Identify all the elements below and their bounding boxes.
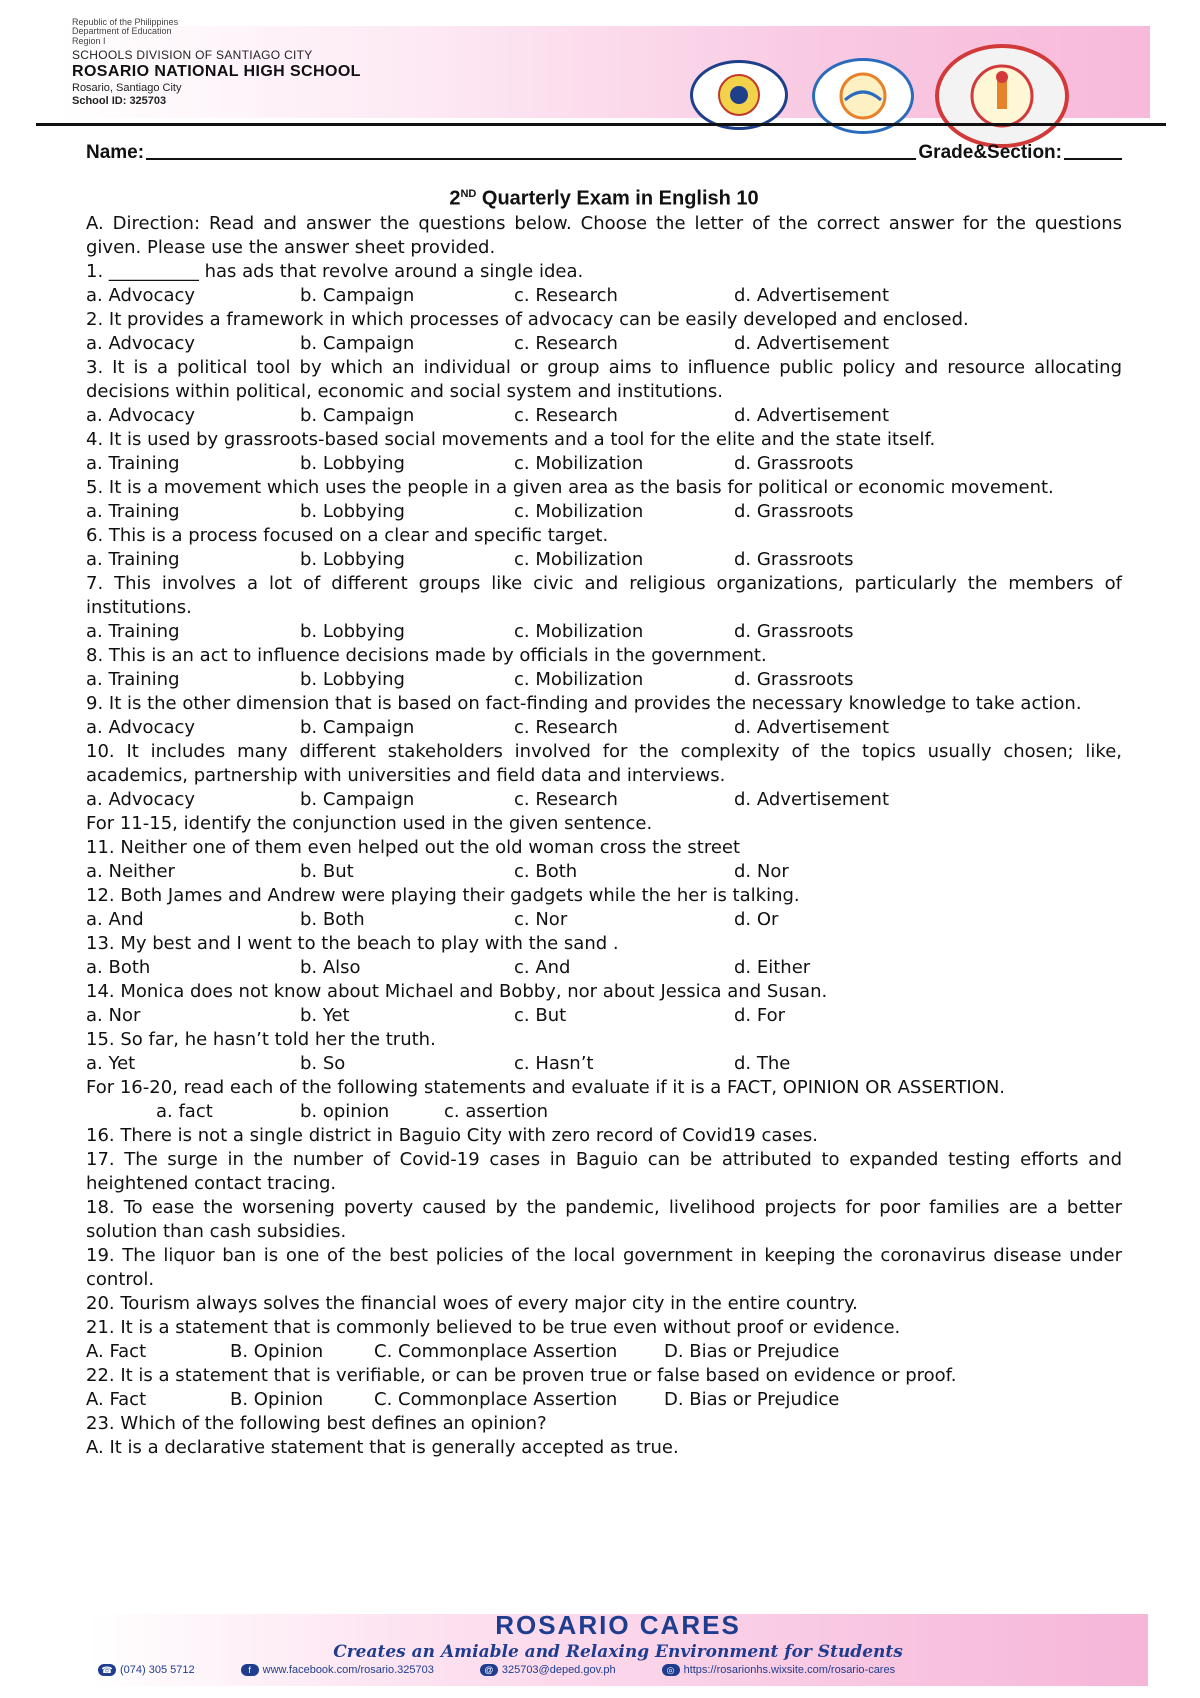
footer (88, 1606, 1148, 1686)
question-text: 12. Both James and Andrew were playing their gadgets while the her is talking. (86, 884, 800, 906)
choice-option: d. Grassroots (734, 620, 854, 642)
choice-option: d. Grassroots (734, 500, 854, 522)
choice-option: a. Training (86, 668, 180, 690)
section3-options (86, 1100, 1122, 1124)
choice-option: D. Bias or Prejudice (664, 1340, 840, 1362)
choice-option: a. Advocacy (86, 332, 196, 354)
statement-item: 17. The surge in the number of Covid-19 cases in Baguio can be attributed to expanded testing efforts and heightened contact tracing. (86, 1148, 1122, 1194)
choice-option: c. Mobilization (514, 548, 644, 570)
choice-option: a. Yet (86, 1052, 136, 1074)
choice-row (86, 500, 1122, 524)
choice-option: a. Advocacy (86, 284, 196, 306)
choice-option: c. Research (514, 716, 618, 738)
choice-option: a. Nor (86, 1004, 141, 1026)
choice-row (86, 668, 1122, 692)
choice-option: a. Neither (86, 860, 175, 882)
choice-row (86, 908, 1122, 932)
department-line: Department of Education (72, 26, 172, 37)
question-text: 23. Which of the following best defines an opinion? (86, 1412, 547, 1434)
choice-row (86, 788, 1122, 812)
school-name: ROSARIO NATIONAL HIGH SCHOOL (72, 62, 361, 80)
statement-item: 20. Tourism always solves the financial woes of every major city in the entire country. (86, 1292, 858, 1314)
choice-option: d. Either (734, 956, 811, 978)
choice-option: b. Lobbying (300, 620, 405, 642)
choice-row (86, 1340, 1122, 1364)
choice-option: b. Lobbying (300, 668, 405, 690)
choice-row (86, 404, 1122, 428)
choice-option: a. Advocacy (86, 404, 196, 426)
choice-option: c. Research (514, 788, 618, 810)
question-text: 8. This is an act to influence decisions made by officials in the government. (86, 644, 767, 666)
choice-option: a. Training (86, 500, 180, 522)
choice-option: b. Lobbying (300, 500, 405, 522)
direction-text: A. Direction: Read and answer the questions below. Choose the letter of the correct answer for the questions given. Please use the answer sheet provided. (86, 212, 1122, 258)
choice-option: d. Grassroots (734, 668, 854, 690)
choice-option: c. Hasn’t (514, 1052, 594, 1074)
choice-option: d. Or (734, 908, 779, 930)
region-line: Region I (72, 35, 106, 46)
choice-option: d. Advertisement (734, 332, 890, 354)
choice-option: A. Fact (86, 1388, 147, 1410)
phone-icon: ☎ (98, 1664, 116, 1676)
choice-option: b. Campaign (300, 788, 415, 810)
school-address: Rosario, Santiago City (72, 81, 182, 94)
footer-website[interactable]: ◎ https://rosarionhs.wixsite.com/rosario-cares (662, 1664, 896, 1676)
choice-option: c. Mobilization (514, 500, 644, 522)
choice-row (86, 1004, 1122, 1028)
choice-option: a. Advocacy (86, 716, 196, 738)
choice-option: c. But (514, 1004, 567, 1026)
grade-section-blank[interactable] (1064, 158, 1122, 160)
question-text: 13. My best and I went to the beach to play with the sand . (86, 932, 619, 954)
choice-option: c. Mobilization (514, 668, 644, 690)
choice-row (86, 1388, 1122, 1412)
option-fact: a. fact (156, 1100, 213, 1122)
choice-row (86, 332, 1122, 356)
choice-option: b. Lobbying (300, 548, 405, 570)
globe-icon: ◎ (662, 1664, 680, 1676)
choice-option: c. Both (514, 860, 578, 882)
footer-email[interactable]: @ 325703@deped.gov.ph (480, 1664, 616, 1676)
facebook-icon: f (241, 1664, 259, 1676)
choice-option: C. Commonplace Assertion (374, 1388, 618, 1410)
choice-option: A. Fact (86, 1340, 147, 1362)
section3-instruction: For 16-20, read each of the following statements and evaluate if it is a FACT, OPINION OR ASSERTION. (86, 1076, 1006, 1098)
question-text: 22. It is a statement that is verifiable, or can be proven true or false based on evidence or proof. (86, 1364, 957, 1386)
question-text: 9. It is the other dimension that is based on fact-finding and provides the necessary knowledge to take action. (86, 692, 1082, 714)
section3-items (86, 1124, 1122, 1316)
choice-option: d. Advertisement (734, 404, 890, 426)
choice-option: d. Advertisement (734, 788, 890, 810)
choice-option: C. Commonplace Assertion (374, 1340, 618, 1362)
choice-option: b. But (300, 860, 354, 882)
choice-option: D. Bias or Prejudice (664, 1388, 840, 1410)
choice-option: c. Research (514, 404, 618, 426)
choice-option: b. Both (300, 908, 365, 930)
question-text: 2. It provides a framework in which processes of advocacy can be easily developed and enclosed. (86, 308, 969, 330)
email-icon: @ (480, 1664, 498, 1676)
name-blank[interactable] (146, 158, 916, 160)
choice-option: c. Research (514, 284, 618, 306)
question-text: 15. So far, he hasn’t told her the truth. (86, 1028, 436, 1050)
question-text: 6. This is a process focused on a clear and specific target. (86, 524, 609, 546)
footer-slogan: Creates an Amiable and Relaxing Environment for Students (333, 1642, 903, 1662)
choice-option: a. Both (86, 956, 151, 978)
footer-title: ROSARIO CARES (495, 1610, 741, 1640)
choice-option: b. So (300, 1052, 346, 1074)
exam-content (86, 133, 1122, 1460)
choice-option: a. Advocacy (86, 788, 196, 810)
question-text: A. It is a declarative statement that is generally accepted as true. (86, 1436, 679, 1458)
republic-line: Republic of the Philippines (72, 17, 179, 27)
choice-option: d. Nor (734, 860, 789, 882)
choice-row (86, 452, 1122, 476)
footer-facebook[interactable]: f www.facebook.com/rosario.325703 (241, 1664, 434, 1676)
section4-items (86, 1316, 1122, 1460)
choice-row (86, 860, 1122, 884)
question-text: 10. It includes many different stakeholders involved for the complexity of the topics usually chosen; like, academics, partnership with universities and field data and interviews. (86, 740, 1122, 786)
exam-title: 2ND Quarterly Exam in English 10 (449, 187, 759, 210)
choice-option: b. Yet (300, 1004, 350, 1026)
letterhead-text (72, 18, 361, 108)
question-list (86, 260, 1122, 1076)
choice-option: d. Grassroots (734, 452, 854, 474)
question-text: 7. This involves a lot of different groups like civic and religious organizations, particularly the members of institutions. (86, 572, 1122, 618)
school-id: School ID: 325703 (72, 95, 167, 108)
statement-item: 18. To ease the worsening poverty caused by the pandemic, livelihood projects for poor families are a better solution than cash subsidies. (86, 1196, 1122, 1242)
choice-option: d. The (734, 1052, 791, 1074)
choice-row (86, 548, 1122, 572)
choice-option: B. Opinion (230, 1388, 324, 1410)
choice-option: a. Training (86, 548, 180, 570)
deped-seal-logo (690, 60, 788, 130)
question-text: 14. Monica does not know about Michael and Bobby, nor about Jessica and Susan. (86, 980, 828, 1002)
choice-option: c. Mobilization (514, 452, 644, 474)
choice-option: d. For (734, 1004, 785, 1026)
choice-option: B. Opinion (230, 1340, 324, 1362)
division-line: SCHOOLS DIVISION OF SANTIAGO CITY (72, 48, 313, 63)
choice-option: d. Grassroots (734, 548, 854, 570)
header-divider (36, 123, 1166, 126)
choice-option: c. Research (514, 332, 618, 354)
choice-option: d. Advertisement (734, 284, 890, 306)
choice-option: c. And (514, 956, 571, 978)
question-text: 4. It is used by grassroots-based social movements and a tool for the elite and the state itself. (86, 428, 936, 450)
choice-option: c. Nor (514, 908, 568, 930)
choice-option: b. Also (300, 956, 361, 978)
choice-option: a. And (86, 908, 144, 930)
section-instruction: For 11-15, identify the conjunction used in the given sentence. (86, 812, 653, 834)
option-assertion: c. assertion (444, 1100, 549, 1122)
statement-item: 19. The liquor ban is one of the best policies of the local government in keeping the coronavirus disease under control. (86, 1244, 1122, 1290)
choice-row (86, 956, 1122, 980)
letterhead (60, 18, 1150, 118)
choice-option: b. Campaign (300, 332, 415, 354)
choice-row (86, 716, 1122, 740)
choice-option: c. Mobilization (514, 620, 644, 642)
choice-option: b. Campaign (300, 716, 415, 738)
grade-section-label: Grade&Section: (918, 142, 1062, 163)
question-text: 21. It is a statement that is commonly believed to be true even without proof or evidence. (86, 1316, 901, 1338)
choice-option: d. Advertisement (734, 716, 890, 738)
choice-row (86, 284, 1122, 308)
question-text: 5. It is a movement which uses the people in a given area as the basis for political or economic movement. (86, 476, 1054, 498)
footer-contacts (98, 1664, 1148, 1676)
choice-option: b. Campaign (300, 404, 415, 426)
footer-phone: ☎ (074) 305 5712 (98, 1664, 195, 1676)
choice-row (86, 620, 1122, 644)
choice-row (86, 1052, 1122, 1076)
choice-option: b. Campaign (300, 284, 415, 306)
choice-option: b. Lobbying (300, 452, 405, 474)
question-text: 1. __________ has ads that revolve around a single idea. (86, 260, 584, 282)
statement-item: 16. There is not a single district in Baguio City with zero record of Covid19 cases. (86, 1124, 818, 1146)
choice-option: a. Training (86, 620, 180, 642)
question-text: 3. It is a political tool by which an individual or group aims to influence public policy and resource allocating decisions within political, economic and social system and institutions. (86, 356, 1122, 402)
question-text: 11. Neither one of them even helped out the old woman cross the street (86, 836, 741, 858)
name-label: Name: (86, 142, 145, 163)
choice-option: a. Training (86, 452, 180, 474)
student-info-row (86, 133, 1122, 165)
option-opinion: b. opinion (300, 1100, 390, 1122)
